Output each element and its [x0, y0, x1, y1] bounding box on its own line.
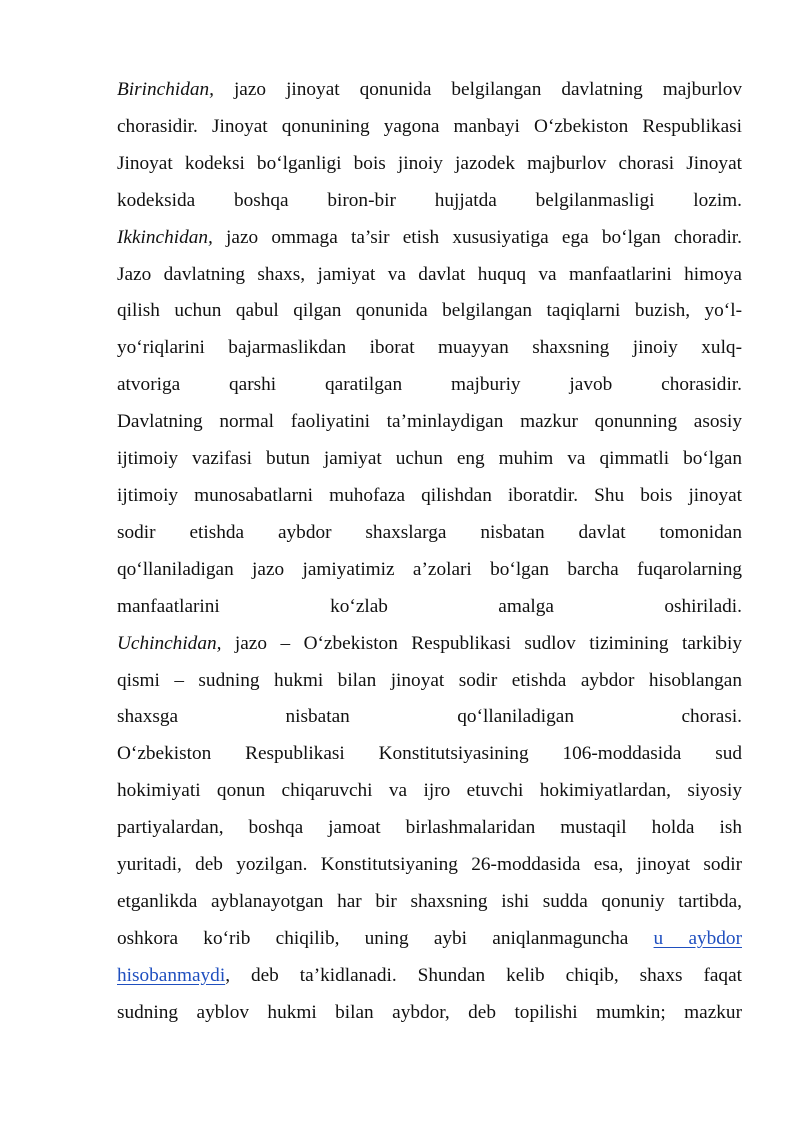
- text-line: sodir etishda aybdor shaxslarga nisbatan davlat tomonidan: [117, 521, 742, 543]
- text-line: partiyalardan, boshqa jamoat birlashmalaridan mustaqil holda ish: [117, 817, 742, 839]
- italic-lead-word: Ikkinchidan,: [117, 226, 213, 248]
- text-line: ijtimoiy vazifasi butun jamiyat uchun eng muhim va qimmatli bo‘lgan: [117, 448, 742, 470]
- text-line: yo‘riqlarini bajarmaslikdan iborat muayyan shaxsning jinoiy xulq-: [117, 337, 742, 359]
- text-line: hokimiyati qonun chiqaruvchi va ijro etuvchi hokimiyatlardan, siyosiy: [117, 780, 742, 802]
- text-line: Jinoyat kodeksi bo‘lganligi bois jinoiy jazodek majburlov chorasi Jinoyat: [117, 152, 742, 174]
- hyperlink-hisobanmaydi[interactable]: hisobanmaydi: [117, 964, 226, 986]
- text-line: qilish uchun qabul qilgan qonunida belgilangan taqiqlarni buzish, yo‘l-: [117, 300, 742, 322]
- text-line: atvoriga qarshi qaratilgan majburiy javob chorasidir.: [117, 374, 742, 396]
- text-line: oshkora ko‘rib chiqilib, uning aybi aniqlanmaguncha u aybdor: [117, 927, 742, 949]
- text-line: sudning ayblov hukmi bilan aybdor, deb topilishi mumkin; mazkur: [117, 1001, 742, 1023]
- text-line: Jazo davlatning shaxs, jamiyat va davlat huquq va manfaatlarini himoya: [117, 263, 742, 285]
- text-line: O‘zbekiston Respublikasi Konstitutsiyasining 106-moddasida sud: [117, 743, 742, 765]
- text-line: Ikkinchidan, jazo ommaga ta’sir etish xususiyatiga ega bo‘lgan choradir.: [117, 226, 742, 248]
- text-line: ijtimoiy munosabatlarni muhofaza qilishdan iboratdir. Shu bois jinoyat: [117, 484, 742, 506]
- italic-lead-word: Birinchidan,: [117, 79, 214, 100]
- text-line: etganlikda ayblanayotgan har bir shaxsning ishi sudda qonuniy tartibda,: [117, 890, 742, 912]
- text-line: qismi – sudning hukmi bilan jinoyat sodir etishda aybdor hisoblangan: [117, 669, 742, 691]
- text-line: manfaatlarini ko‘zlab amalga oshiriladi.: [117, 595, 742, 617]
- body-text: [117, 72, 742, 1032]
- text-line: qo‘llaniladigan jazo jamiyatimiz a’zolari bo‘lgan barcha fuqarolarning: [117, 558, 742, 580]
- text-line: shaxsga nisbatan qo‘llaniladigan chorasi.: [117, 706, 742, 728]
- text-line: Birinchidan, jazo jinoyat qonunida belgilangan davlatning majburlov: [117, 79, 742, 100]
- hyperlink-u-aybdor[interactable]: u aybdor: [653, 927, 742, 949]
- text-line: Uchinchidan, jazo – O‘zbekiston Respublikasi sudlov tizimining tarkibiy: [117, 632, 742, 654]
- text-line: yuritadi, deb yozilgan. Konstitutsiyaning 26-moddasida esa, jinoyat sodir: [117, 854, 742, 876]
- italic-lead-word: Uchinchidan,: [117, 632, 222, 654]
- text-line: kodeksida boshqa biron-bir hujjatda belgilanmasligi lozim.: [117, 189, 742, 211]
- text-line: hisobanmaydi, deb ta’kidlanadi. Shundan kelib chiqib, shaxs faqat: [117, 964, 742, 986]
- text-line: Davlatning normal faoliyatini ta’minlaydigan mazkur qonunning asosiy: [117, 411, 742, 433]
- text-line: chorasidir. Jinoyat qonunining yagona manbayi O‘zbekiston Respublikasi: [117, 115, 742, 137]
